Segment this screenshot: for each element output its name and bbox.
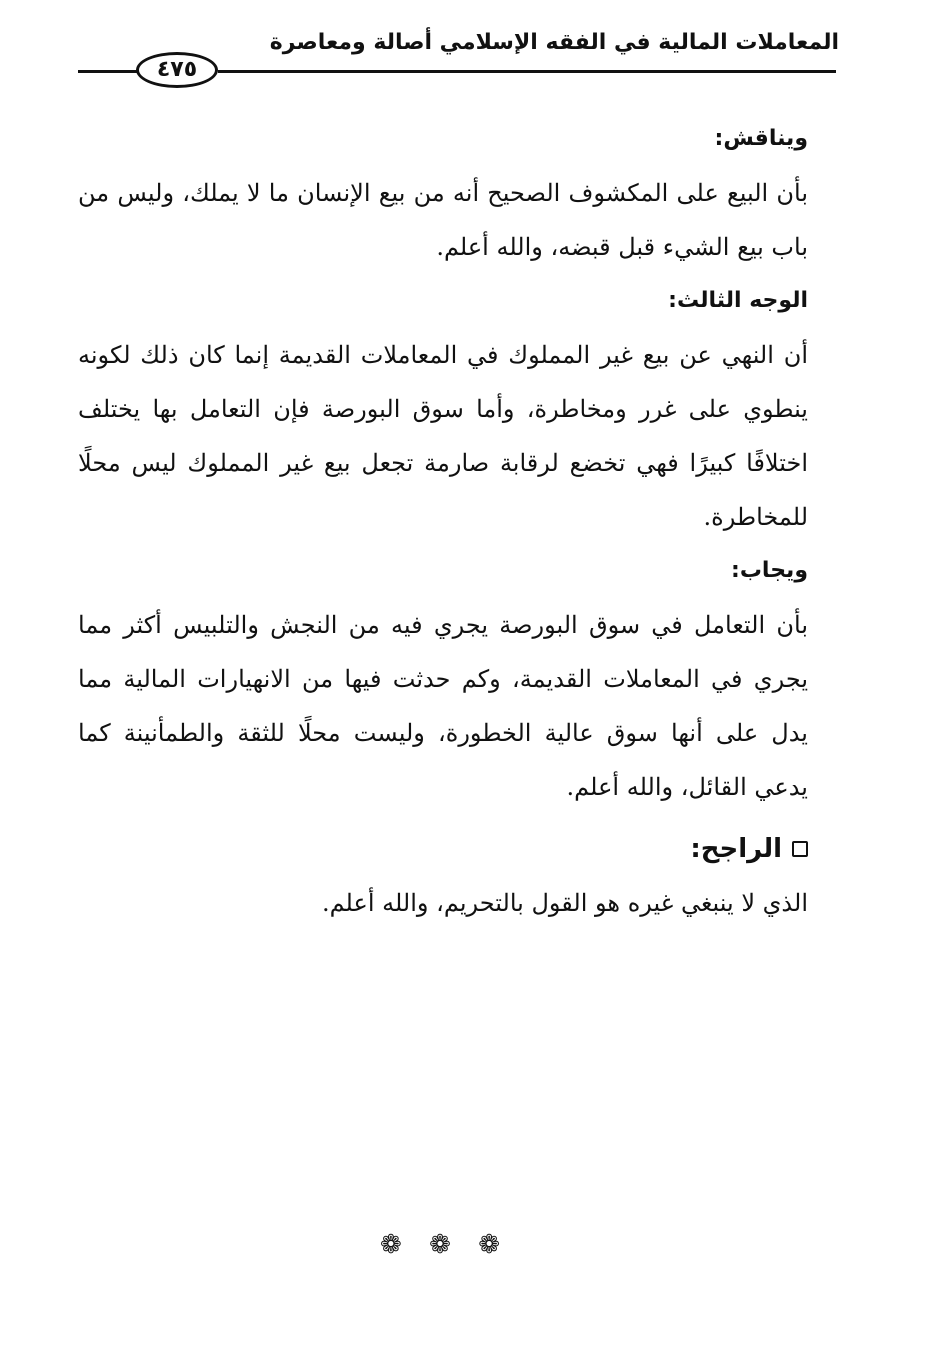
paragraph-third-aspect: أن النهي عن بيع غير المملوك في المعاملات القديمة إنما كان ذلك لكونه ينطوي على غرر ومخاطرة، وأما سوق البورصة فإن التعامل بها يختلف اختلافًا كبيرًا فهي تخضع لرقابة صارمة تجعل بيع غير المملوك ليس محلًا للمخاطرة. [78,341,808,531]
page-number: ٤٧٥ [136,52,218,88]
page-content [78,112,808,930]
heading-reply: ويجاب: [731,558,808,583]
heading-discussion: ويناقش: [714,126,808,151]
heading-preponderant-label: الراجح: [690,834,782,864]
paragraph-preponderant: الذي لا ينبغي غيره هو القول بالتحريم، والله أعلم. [321,889,808,917]
flower-ornament-icon: ❁ [478,1230,500,1260]
heading-preponderant [78,822,808,876]
flower-ornament-icon: ❁ [380,1230,402,1260]
paragraph-reply: بأن التعامل في سوق البورصة يجري فيه من النجش والتلبيس أكثر مما يجري في المعاملات القديمة، وكم حدثت فيها من الانهيارات المالية مما يدل على أنها سوق عالية الخطورة، وليست محلًا للثقة والطمأنينة كما يدعي القائل، والله أعلم. [78,611,809,801]
running-title: المعاملات المالية في الفقه الإسلامي أصالة ومعاصرة [269,30,839,55]
header-rule-right [218,70,836,73]
header-rule-left [78,70,138,73]
section-end-ornaments [380,1230,500,1260]
heading-third-aspect: الوجه الثالث: [668,288,808,313]
square-bullet-icon [792,841,808,857]
paragraph-discussion: بأن البيع على المكشوف الصحيح أنه من بيع الإنسان ما لا يملك، وليس من باب بيع الشيء قبل قبضه، والله أعلم. [78,179,808,261]
flower-ornament-icon: ❁ [429,1230,451,1260]
